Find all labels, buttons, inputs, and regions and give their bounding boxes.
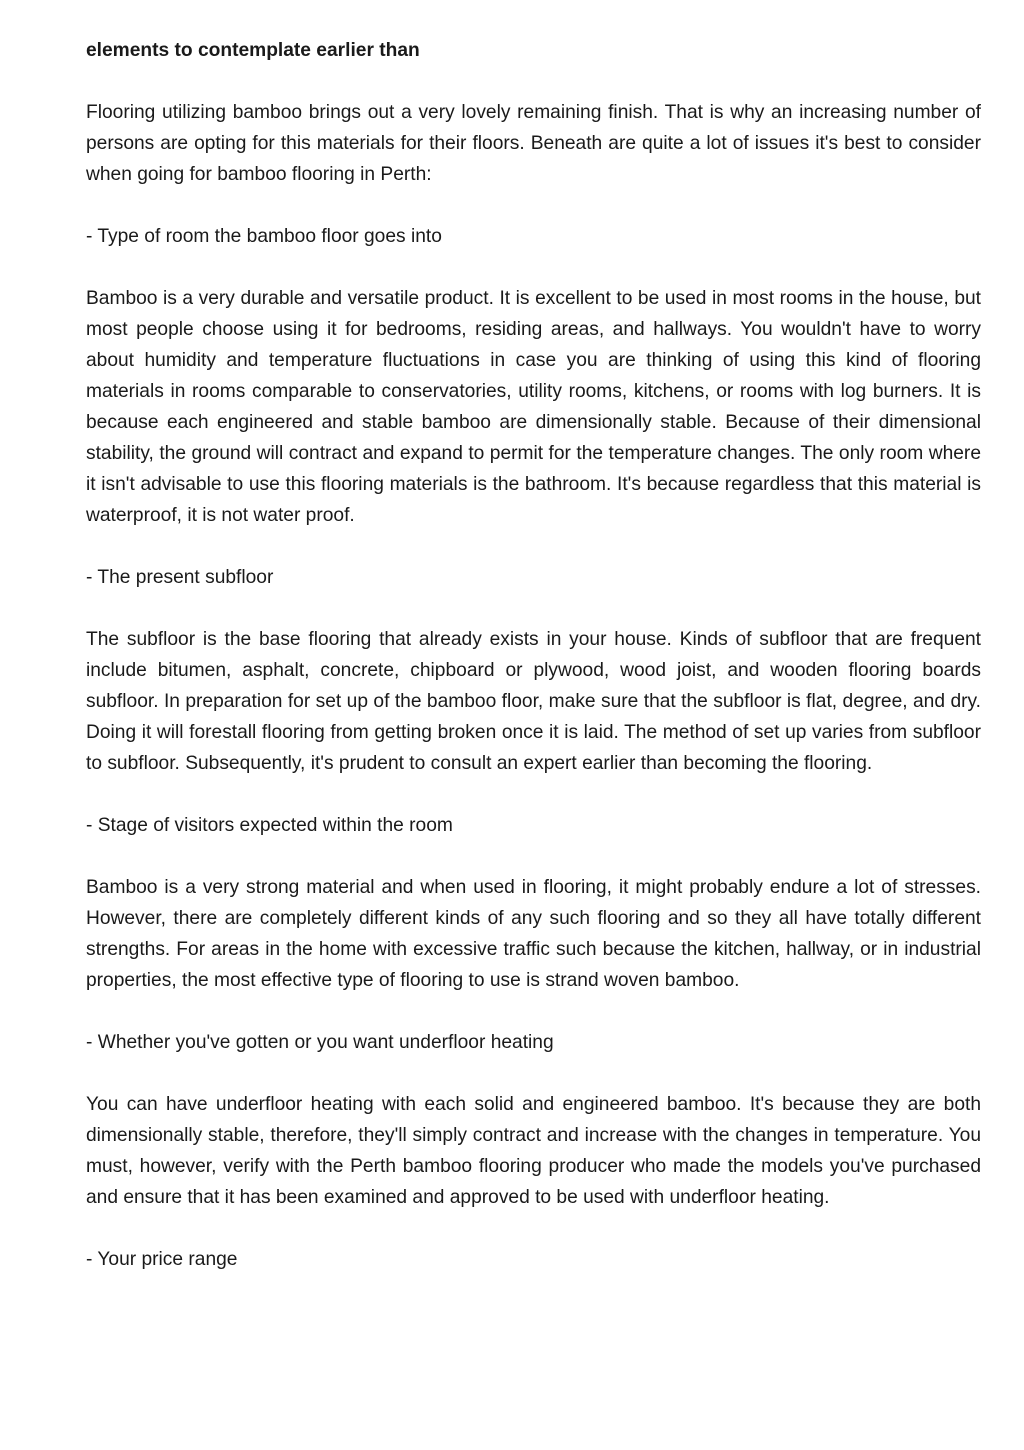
paragraph-traffic: Bamboo is a very strong material and when used in flooring, it might probably endure a lot of stresses. However, there are completely different kinds of any such flooring and so they all have totally different strengths. For areas in the home with excessive traffic such because the kitchen, hallway, or in industrial properties, the most effective type of flooring to use is strand woven bamboo. <box>86 877 981 991</box>
list-item-subfloor: - The present subfloor <box>86 567 274 588</box>
paragraph-subfloor: The subfloor is the base flooring that already exists in your house. Kinds of subfloor that are frequent include bitumen, asphalt, concrete, chipboard or plywood, wood joist, and wooden flooring boards subfloor. In preparation for set up of the bamboo floor, make sure that the subfloor is flat, degree, and dry. Doing it will forestall flooring from getting broken once it is laid. The method of set up varies from subfloor to subfloor. Subsequently, it's prudent to consult an expert earlier than becoming the flooring. <box>86 629 981 774</box>
intro-paragraph: Flooring utilizing bamboo brings out a very lovely remaining finish. That is why an increasing number of persons are opting for this materials for their floors. Beneath are quite a lot of issues it's best to consider when going for bamboo flooring in Perth: <box>86 102 981 185</box>
list-item-room-type: - Type of room the bamboo floor goes into <box>86 226 442 247</box>
list-item-heating: - Whether you've gotten or you want underfloor heating <box>86 1032 554 1053</box>
paragraph-heating: You can have underfloor heating with each solid and engineered bamboo. It's because they are both dimensionally stable, therefore, they'll simply contract and increase with the changes in temperature. You must, however, verify with the Perth bamboo flooring producer who made the models you've purchased and ensure that it has been examined and approved to be used with underfloor heating. <box>86 1094 981 1208</box>
paragraph-room-type: Bamboo is a very durable and versatile product. It is excellent to be used in most rooms in the house, but most people choose using it for bedrooms, residing areas, and hallways. You wouldn't have to worry about humidity and temperature fluctuations in case you are thinking of using this kind of flooring materials in rooms comparable to conservatories, utility rooms, kitchens, or rooms with log burners. It is because each engineered and stable bamboo are dimensionally stable. Because of their dimensional stability, the ground will contract and expand to permit for the temperature changes. The only room where it isn't advisable to use this flooring materials is the bathroom. It's because regardless that this material is waterproof, it is not water proof. <box>86 288 981 526</box>
list-item-budget: - Your price range <box>86 1249 238 1270</box>
list-item-traffic: - Stage of visitors expected within the room <box>86 815 453 836</box>
document-body <box>86 35 981 1306</box>
document-heading: elements to contemplate earlier than <box>86 40 420 61</box>
